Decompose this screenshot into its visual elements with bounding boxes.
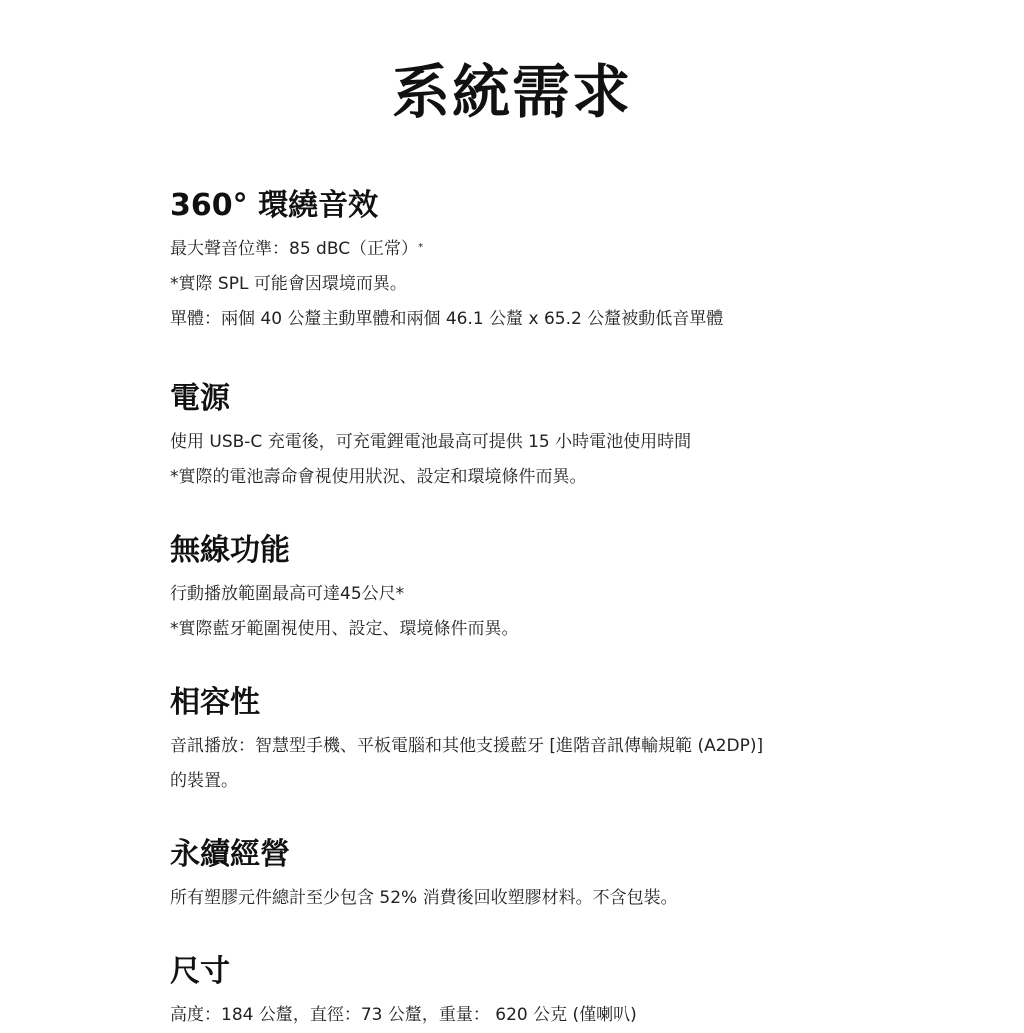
spec-line-spl-note: *實際 SPL 可能會因環境而異。 (170, 274, 407, 294)
section-heading: 無線功能 (170, 533, 290, 568)
spec-line-range-note: *實際藍牙範圍視使用、設定、環境條件而異。 (170, 619, 519, 639)
spec-line-range: 行動播放範圍最高可達45公尺* (170, 584, 405, 604)
spec-line-drivers: 單體：兩個 40 公釐主動單體和兩個 46.1 公釐 x 65.2 公釐被動低音單體 (170, 309, 724, 329)
page-title: 系統需求 (391, 58, 632, 126)
footnote-marker: * (418, 242, 424, 253)
spec-line-max-volume: 最大聲音位準：85 dBC（正常）* (170, 239, 424, 259)
section-dimensions (170, 946, 990, 1033)
spec-line-size-weight: 高度：184 公釐，直徑：73 公釐，重量： 620 公克 (僅喇叭) (170, 1005, 637, 1025)
section-wireless (170, 525, 990, 647)
section-power (170, 373, 990, 495)
section-heading: 電源 (170, 381, 230, 416)
section-surround-sound (170, 180, 990, 337)
section-sustainability (170, 829, 990, 916)
spec-line-audio-playback-cont: 的裝置。 (170, 771, 238, 791)
spec-line-recycled-plastic: 所有塑膠元件總計至少包含 52% 消費後回收塑膠材料。不含包裝。 (170, 888, 678, 908)
section-compatibility (170, 677, 990, 799)
section-heading: 相容性 (170, 685, 260, 720)
spec-line-battery: 使用 USB-C 充電後，可充電鋰電池最高可提供 15 小時電池使用時間 (170, 432, 692, 452)
spec-content (170, 180, 990, 1033)
section-heading: 360° 環繞音效 (170, 188, 379, 223)
spec-line-battery-note: *實際的電池壽命會視使用狀況、設定和環境條件而異。 (170, 467, 587, 487)
section-heading: 永續經營 (170, 837, 290, 872)
spec-line-audio-playback: 音訊播放：智慧型手機、平板電腦和其他支援藍牙 [進階音訊傳輸規範 (A2DP)] (170, 736, 764, 756)
section-heading: 尺寸 (170, 954, 230, 989)
